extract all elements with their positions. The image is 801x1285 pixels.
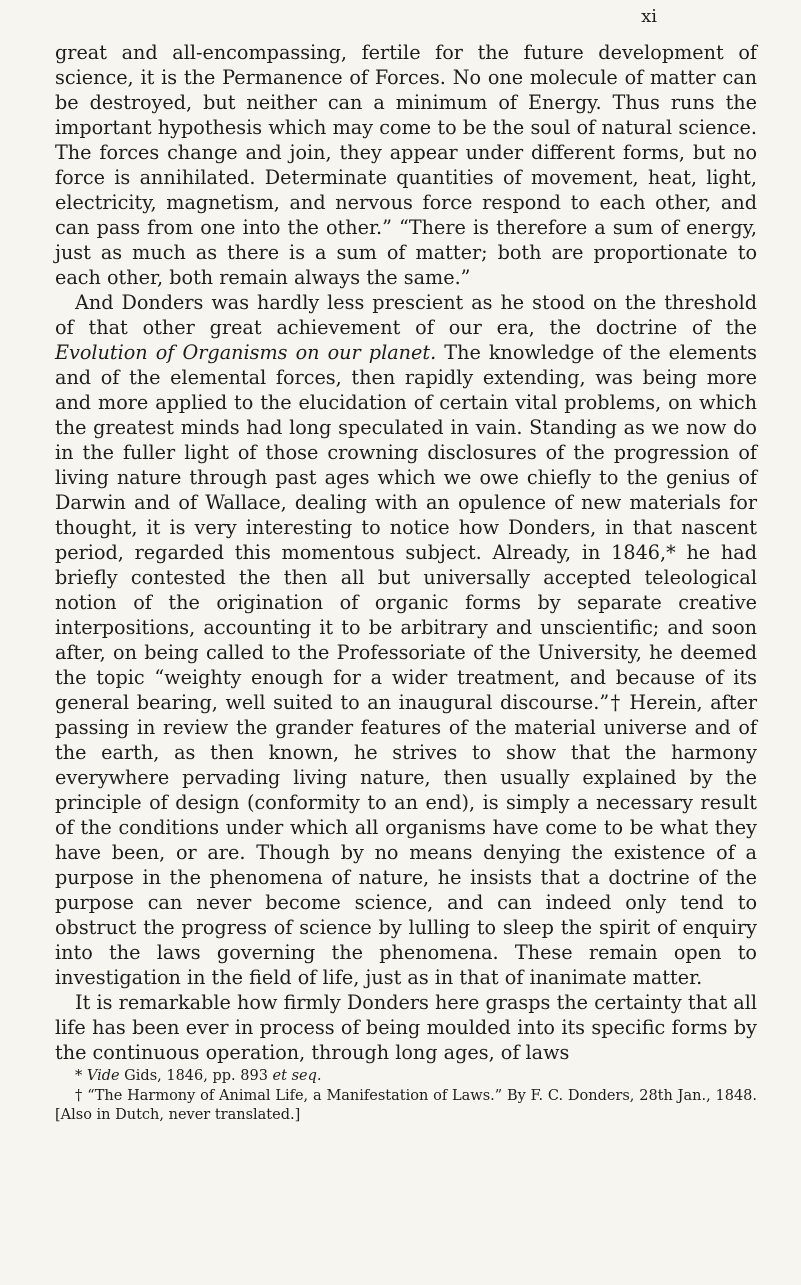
paragraph-permanence-of-forces: great and all-encompassing, fertile for the future development of science, it is the Permanence of Forces. No one molecule of matter can be destroyed, but neither can a minimum of Energy. Thus runs the important hypothesis which may come to be the soul of natural science. The forces change and join, they appear under different forms, but no force is annihilated. Determinate quantities of movement, heat, light, electricity, magnetism, and nervous force respond to each other, and can pass from one into the other.” “There is therefore a sum of energy, just as much as there is a sum of matter; both are proportionate to each other, both remain always the same.” — [55, 41, 757, 289]
paragraph-donders-certainty: It is remarkable how firmly Donders here grasps the certainty that all life has been ever in process of being moulded into its specific forms by the continuous operation, through long ages, of laws — [55, 991, 757, 1064]
footnote-1 — [55, 1067, 757, 1087]
paragraph-text-before: And Donders was hardly less prescient as he stood on the threshold of that other great achievement of our era, the doctrine of the — [55, 291, 757, 339]
footnote-mark: † — [75, 1087, 88, 1104]
body-text — [55, 40, 757, 1065]
footnote-text: “The Harmony of Animal Life, a Manifestation of Laws.” By F. C. Donders, 28th Jan., 1848. [Also in Dutch, never translated.] — [55, 1087, 758, 1123]
italic-phrase: Evolution of Organisms on our planet. — [55, 341, 437, 364]
footnote-italic-2: et seq. — [272, 1068, 322, 1084]
footnotes — [55, 1067, 757, 1126]
page-number: xi — [641, 6, 657, 27]
paragraph-text-after: The knowledge of the elements and of the elemental forces, then rapidly extending, was being more and more applied to the elucidation of certain vital problems, on which the greatest minds had long speculated in vain. Standing as we now do in the fuller light of those crowning disclosures of the progression of living nature through past ages which we owe chiefly to the genius of Darwin and of Wallace, dealing with an opulence of new materials for thought, it is very interesting to notice how Donders, in that nascent period, regarded this momentous subject. Already, in 1846,* he had briefly contested the then all but universally accepted teleological notion of the origination of organic forms by separate creative interpositions, accounting it to be arbitrary and unscientific; and soon after, on being called to the Professoriate of the University, he deemed the topic “weighty enough for a wider treatment, and because of its general bearing, well suited to an inaugural discourse.”† Herein, after passing in review the grander features of the material universe and of the earth, as then known, he strives to show that the harmony everywhere pervading living nature, then usually explained by the principle of design (conformity to an end), is simply a necessary result of the conditions under which all organisms have come to be what they have been, or are. Though by no means denying the existence of a purpose in the phenomena of nature, he insists that a doctrine of the purpose can never become science, and can indeed only tend to obstruct the progress of science by lulling to sleep the spirit of enquiry into the laws governing the phenomena. These remain open to investigation in the field of life, just as in that of inanimate matter. — [55, 341, 757, 989]
paragraph-evolution-of-organisms — [55, 290, 757, 990]
footnote-italic: Vide — [86, 1068, 120, 1084]
footnote-text: Gids, 1846, pp. 893 — [119, 1068, 273, 1084]
footnote-2 — [55, 1087, 757, 1126]
footnote-mark: * — [75, 1068, 87, 1084]
